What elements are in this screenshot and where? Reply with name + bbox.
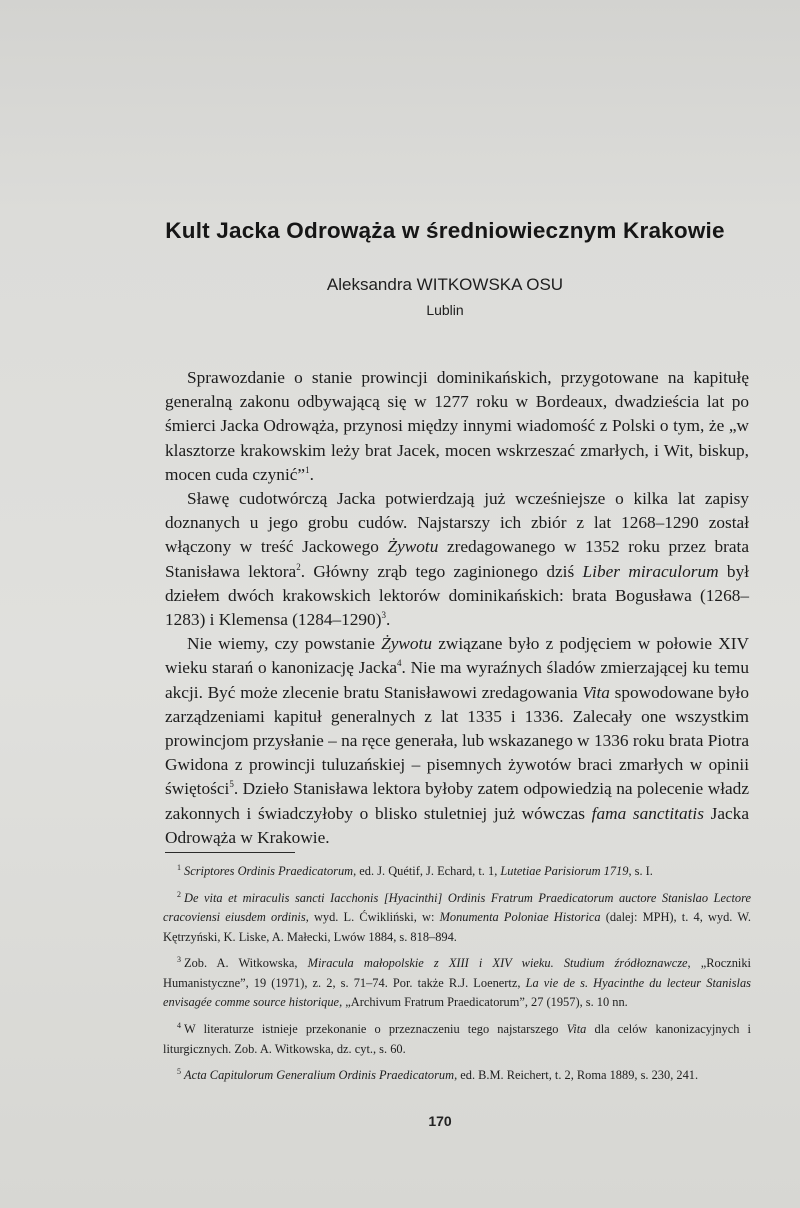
text-run: , wyd. L. Ćwikliński, w: bbox=[305, 910, 440, 925]
footnote-5 bbox=[163, 1062, 751, 1086]
text-run: , ed. J. Quétif, J. Echard, t. 1, bbox=[353, 864, 501, 879]
footnote-1 bbox=[163, 858, 751, 882]
article-body bbox=[165, 366, 749, 850]
footnote-4 bbox=[163, 1016, 751, 1059]
text-run: zredagowanego w 1352 roku przez brata Stanisława lektora bbox=[165, 537, 749, 581]
footnote-ref: 4 bbox=[397, 658, 402, 669]
footnote-number: 4 bbox=[177, 1020, 181, 1030]
footnote-separator bbox=[165, 852, 295, 853]
footnote-ref: 1 bbox=[305, 465, 310, 476]
italic-title: fama sanctitatis bbox=[591, 803, 704, 823]
footnote-number: 1 bbox=[177, 863, 181, 872]
text-run: spowodowane było zarządzeniami kapituł generalnych z lat 1335 i 1336. Zalecały one wszystkim prowincjom przysłanie – na ręce generała, lub wskazanego w 1336 roku brata Piotra Gwidona z prowincji tuluzańskiej – pisemnych żywotów braci zmarłych w opinii świętości bbox=[165, 682, 749, 799]
text-run: związane było z podjęciem w połowie XIV wieku starań o kanonizację Jacka bbox=[165, 634, 749, 678]
footnote-2 bbox=[163, 885, 751, 948]
text-run: Zob. A. Witkowska, bbox=[184, 956, 308, 971]
footnote-number: 3 bbox=[177, 955, 181, 965]
footnote-3 bbox=[163, 950, 751, 1013]
italic-title: Żywotu bbox=[381, 634, 432, 654]
italic-title: Vita bbox=[582, 682, 610, 702]
paragraph-1 bbox=[165, 366, 749, 487]
text-run: , s. I. bbox=[628, 864, 653, 879]
paragraph-2 bbox=[165, 487, 749, 632]
footnote-number: 2 bbox=[177, 889, 181, 899]
text-run: , „Roczniki Humanistyczne”, 19 (1971), z. 2, s. 71–74. Por. także R.J. Loenertz, bbox=[163, 956, 751, 990]
author-affiliation: Lublin bbox=[426, 302, 464, 318]
text-run: Sprawozdanie o stanie prowincji dominikańskich, przygotowane na kapitułę generalną zakonu odbywającą się w 1277 roku w Bordeaux, dwadzieścia lat po śmierci Jacka Odrowąża, przynosi między innymi wiadomość z Polski o tym, że „w klasztorze krakowskim leży brat Jacek, mocen wskrzeszać zmarłych, i Wit, biskup, mocen cuda czynić” bbox=[165, 368, 749, 484]
italic-title: Lutetiae Parisiorum 1719 bbox=[500, 864, 629, 879]
text-run: Sławę cudotwórczą Jacka potwierdzają już wcześniejsze o kilka lat zapisy doznanych u jego grobu cudów. Najstarszy ich zbiór z lat 1268–1290 został włączony w treść Jackowego bbox=[165, 489, 749, 557]
italic-title: La vie de s. Hyacinthe du lecteur Stanislas envisagée comme source historique bbox=[163, 975, 751, 1010]
footnotes bbox=[163, 858, 751, 1089]
italic-title: Żywotu bbox=[387, 537, 439, 557]
text-run: W literaturze istnieje przekonanie o przeznaczeniu tego najstarszego bbox=[184, 1022, 567, 1036]
text-run: Jacka Odrowąża w Krakowie. bbox=[165, 803, 749, 847]
text-run: , ed. B.M. Reichert, t. 2, Roma 1889, s. 230, 241. bbox=[454, 1068, 699, 1083]
text-run: Nie wiemy, czy powstanie bbox=[187, 634, 382, 654]
italic-title: Acta Capitulorum Generalium Ordinis Praedicatorum bbox=[184, 1068, 455, 1083]
footnote-number: 5 bbox=[177, 1067, 181, 1076]
italic-title: Liber miraculorum bbox=[582, 561, 719, 581]
text-run: dla celów kanonizacyjnych i liturgicznych. Zob. A. Witkowska, dz. cyt., s. 60. bbox=[163, 1022, 751, 1056]
text-run: . Nie ma wyraźnych śladów zmierzającej ku temu akcji. Być może zlecenie bratu Stanisławowi zredagowania bbox=[165, 658, 749, 702]
footnote-ref: 5 bbox=[229, 779, 234, 790]
text-run: . Główny zrąb tego zaginionego dziś bbox=[300, 561, 583, 581]
article-title: Kult Jacka Odrowąża w średniowiecznym Krakowie bbox=[165, 218, 725, 243]
text-run: był dziełem dwóch krakowskich lektorów dominikańskich: brata Bogusława (1268–1283) i Klemensa (1284–1290) bbox=[165, 561, 750, 630]
paragraph-3 bbox=[165, 632, 749, 850]
italic-title: De vita et miraculis sancti Iacchonis [Hyacinthi] Ordinis Fratrum Praedicatorum auctore Stanislao Lectore cracoviensi eiusdem ordinis bbox=[163, 890, 751, 925]
text-run: . bbox=[309, 464, 314, 484]
italic-title: Monumenta Poloniae Historica bbox=[439, 910, 601, 925]
italic-title: Scriptores Ordinis Praedicatorum bbox=[184, 864, 354, 879]
text-run: . Dzieło Stanisława lektora byłoby zatem odpowiedzią na polecenie władz zakonnych i świadczyłoby o blisko stuletniej już wówczas bbox=[165, 779, 749, 823]
footnote-ref: 2 bbox=[296, 561, 301, 572]
italic-title: Miracula małopolskie z XIII i XIV wieku. Studium źródłoznawcze bbox=[307, 956, 688, 971]
italic-title: Vita bbox=[566, 1022, 587, 1036]
page-number: 170 bbox=[428, 1113, 452, 1129]
article-author: Aleksandra WITKOWSKA OSU bbox=[326, 275, 564, 294]
text-run: , „Archivum Fratrum Praedicatorum”, 27 (1957), s. 10 nn. bbox=[339, 995, 628, 1010]
footnote-ref: 3 bbox=[381, 610, 386, 621]
text-run: . bbox=[385, 610, 391, 630]
text-run: (dalej: MPH), t. 4, wyd. W. Kętrzyński, K. Liske, A. Małecki, Lwów 1884, s. 818–894. bbox=[163, 910, 751, 944]
